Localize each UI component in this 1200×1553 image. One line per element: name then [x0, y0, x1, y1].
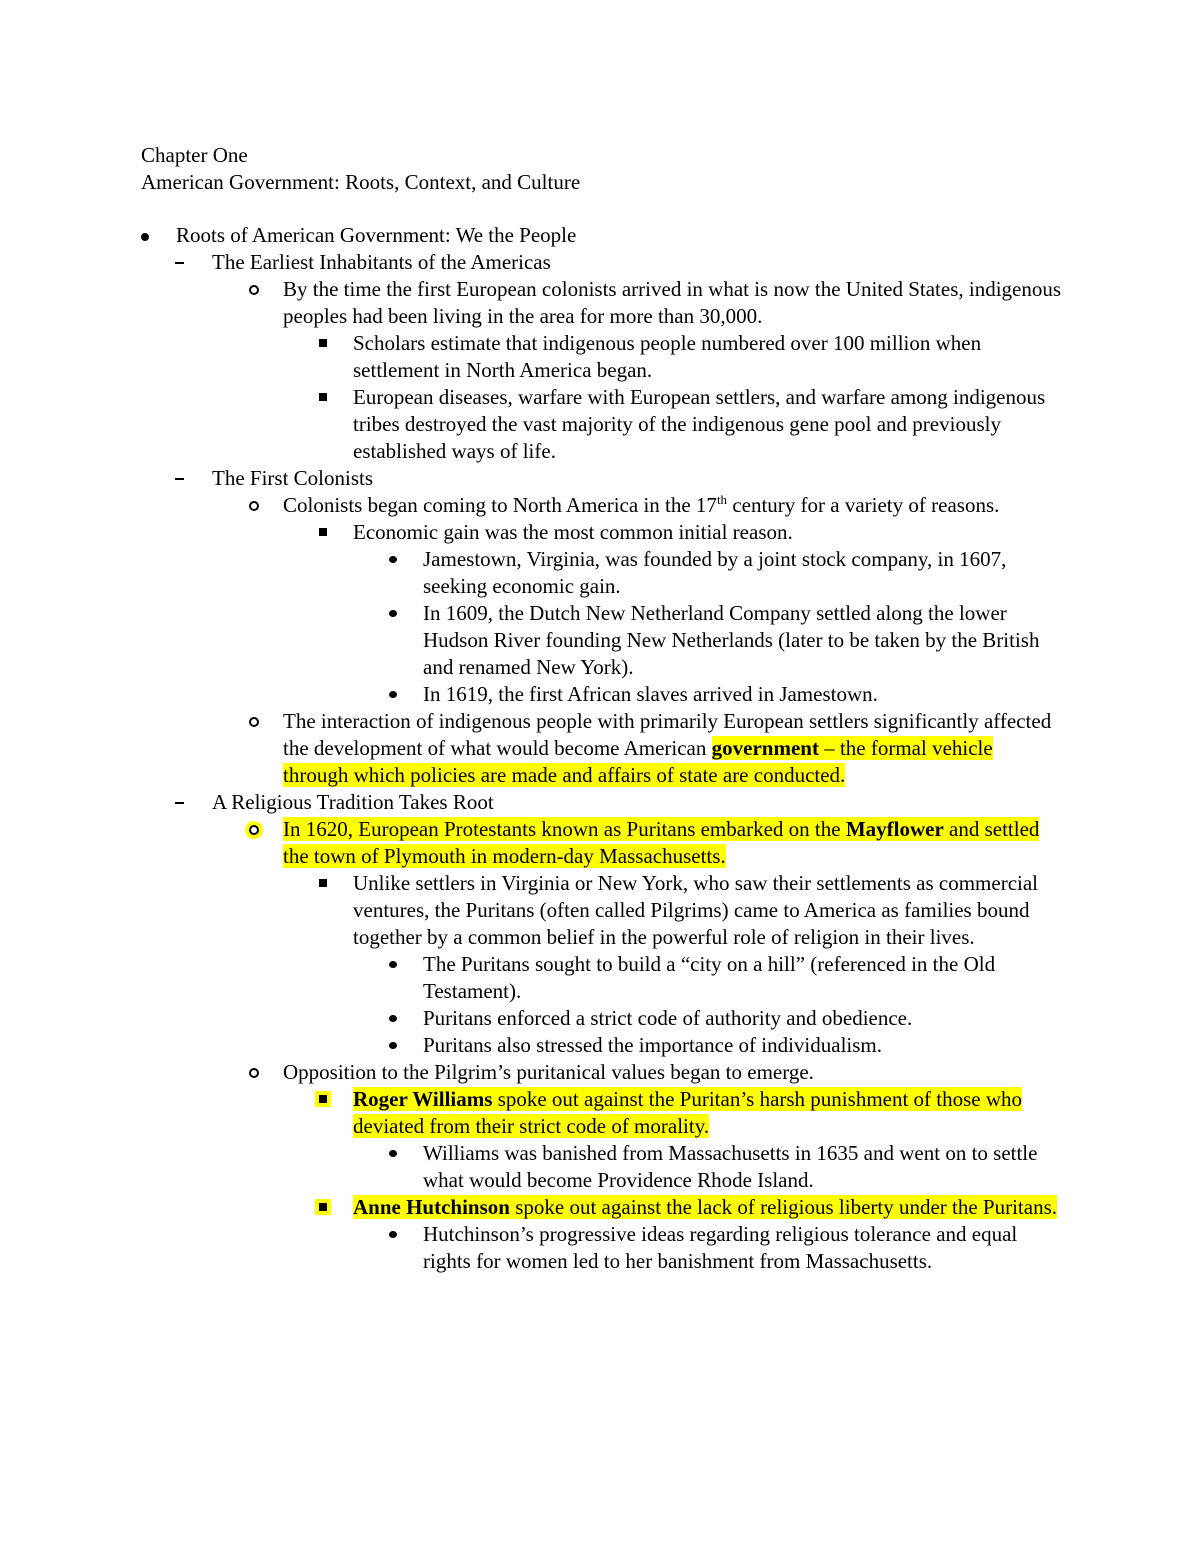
square-bullet-icon	[319, 879, 327, 887]
circle-bullet-icon	[249, 717, 259, 727]
text-run: Hutchinson’s progressive ideas regarding religious tolerance and equal rights for women led to her banishment from Massachusetts.	[423, 1222, 1018, 1273]
small-disc-bullet-icon	[389, 961, 397, 968]
outline-item-level-5	[423, 546, 1063, 600]
text-run: and settled the town of Plymouth in modern-day Massachusetts.	[283, 817, 1040, 868]
outline-item-level-2	[212, 465, 1062, 492]
outline-item-level-4	[353, 870, 1063, 951]
dash-marker-icon	[175, 262, 184, 264]
outline-item-level-1	[176, 222, 1056, 249]
text-run: Economic gain was the most common initial reason.	[353, 520, 793, 544]
small-disc-bullet-icon	[389, 1150, 397, 1157]
chapter-heading: Chapter One	[141, 143, 248, 167]
outline-item-text	[423, 1140, 1063, 1194]
outline-item-text	[423, 681, 1063, 708]
small-disc-bullet-icon	[389, 1231, 397, 1238]
outline-item-text	[423, 1005, 1063, 1032]
outline-item-text	[353, 1194, 1063, 1221]
chapter-subtitle: American Government: Roots, Context, and Culture	[141, 170, 581, 194]
notes-outline	[0, 222, 1200, 1275]
text-run: The Puritans sought to build a “city on a hill” (referenced in the Old Testament).	[423, 952, 996, 1003]
dash-marker-icon	[175, 478, 184, 480]
outline-item-text	[212, 789, 1062, 816]
outline-item-level-3	[283, 1059, 1063, 1086]
outline-item-level-5	[423, 681, 1063, 708]
text-run: spoke out against the lack of religious liberty under the Puritans.	[509, 1195, 1058, 1219]
square-bullet-icon	[319, 339, 327, 347]
text-run: The First Colonists	[212, 466, 374, 490]
outline-item-level-3	[283, 708, 1063, 789]
outline-item-text	[353, 870, 1063, 951]
square-bullet-icon	[319, 1095, 327, 1103]
text-run: By the time the first European colonists arrived in what is now the United States, indigenous peoples had been living in the area for more than 30,000.	[283, 277, 1062, 328]
square-bullet-icon	[319, 393, 327, 401]
square-bullet-icon	[319, 528, 327, 536]
outline-item-level-4	[353, 330, 1063, 384]
text-run: In 1619, the first African slaves arrived in Jamestown.	[423, 682, 878, 706]
text-run: The Earliest Inhabitants of the Americas	[212, 250, 551, 274]
text-run: Opposition to the Pilgrim’s puritanical values began to emerge.	[283, 1060, 814, 1084]
dash-marker-icon	[175, 802, 184, 804]
text-run: Roots of American Government: We the People	[176, 223, 577, 247]
outline-item-level-4	[353, 384, 1063, 465]
text-run: – the formal vehicle through which policies are made and affairs of state are conducted.	[283, 736, 993, 787]
square-bullet-icon	[319, 1203, 327, 1211]
text-run: A Religious Tradition Takes Root	[212, 790, 494, 814]
outline-item-level-5	[423, 1032, 1063, 1059]
outline-item-text	[423, 600, 1063, 681]
outline-item-text	[353, 1086, 1063, 1140]
text-run: Jamestown, Virginia, was founded by a joint stock company, in 1607, seeking economic gain.	[423, 547, 1007, 598]
key-term: government	[711, 736, 819, 760]
outline-item-text	[212, 249, 1062, 276]
text-run: th	[716, 492, 728, 507]
text-run: In 1620, European Protestants known as Puritans embarked on the	[283, 817, 846, 841]
circle-bullet-icon	[249, 1068, 259, 1078]
outline-item-text	[283, 1059, 1063, 1086]
small-disc-bullet-icon	[389, 1042, 397, 1049]
outline-item-text	[283, 708, 1063, 789]
title-block	[141, 142, 580, 196]
outline-item-level-4	[353, 1194, 1063, 1221]
text-run: spoke out against the Puritan’s harsh punishment of those who deviated from their strict code of morality.	[353, 1087, 1023, 1138]
outline-item-text	[283, 492, 1063, 519]
text-run: Scholars estimate that indigenous people numbered over 100 million when settlement in North America began.	[353, 331, 982, 382]
small-disc-bullet-icon	[389, 1015, 397, 1022]
outline-item-text	[283, 276, 1063, 330]
outline-item-level-4	[353, 519, 1063, 546]
text-run: Puritans also stressed the importance of individualism.	[423, 1033, 883, 1057]
outline-item-level-4	[353, 1086, 1063, 1140]
key-term: Roger Williams	[353, 1087, 493, 1111]
outline-item-text	[423, 951, 1063, 1005]
outline-item-text	[423, 546, 1063, 600]
outline-item-text	[353, 330, 1063, 384]
text-run: Williams was banished from Massachusetts in 1635 and went on to settle what would become Providence Rhode Island.	[423, 1141, 1038, 1192]
outline-item-level-5	[423, 1140, 1063, 1194]
outline-item-text	[423, 1032, 1063, 1059]
outline-item-level-3	[283, 492, 1063, 519]
outline-item-level-2	[212, 789, 1062, 816]
outline-item-level-5	[423, 1005, 1063, 1032]
outline-item-text	[353, 519, 1063, 546]
outline-item-level-5	[423, 1221, 1063, 1275]
text-run: In 1609, the Dutch New Netherland Company settled along the lower Hudson River founding New Netherlands (later to be taken by the British and renamed New York).	[423, 601, 1040, 679]
outline-item-level-3	[283, 276, 1063, 330]
text-run: Puritans enforced a strict code of authority and obedience.	[423, 1006, 913, 1030]
small-disc-bullet-icon	[389, 556, 397, 563]
key-term: Mayflower	[845, 817, 944, 841]
circle-bullet-icon	[249, 501, 259, 511]
circle-bullet-icon	[249, 825, 259, 835]
outline-item-text	[176, 222, 1056, 249]
outline-item-level-5	[423, 951, 1063, 1005]
text-run: Unlike settlers in Virginia or New York, who saw their settlements as commercial ventures, the Puritans (often called Pilgrims) came to America as families bound together by a common belief in the powerful role of religion in their lives.	[353, 871, 1039, 949]
outline-item-level-3	[283, 816, 1063, 870]
small-disc-bullet-icon	[389, 610, 397, 617]
circle-bullet-icon	[249, 285, 259, 295]
outline-item-text	[212, 465, 1062, 492]
text-run: century for a variety of reasons.	[727, 493, 1000, 517]
text-run: Colonists began coming to North America in the 17	[283, 493, 717, 517]
small-disc-bullet-icon	[389, 691, 397, 698]
outline-item-level-5	[423, 600, 1063, 681]
outline-item-level-2	[212, 249, 1062, 276]
text-run: European diseases, warfare with European settlers, and warfare among indigenous tribes destroyed the vast majority of the indigenous gene pool and previously established ways of life.	[353, 385, 1046, 463]
key-term: Anne Hutchinson	[353, 1195, 510, 1219]
bullet-disc-icon	[141, 233, 149, 241]
outline-item-text	[353, 384, 1063, 465]
outline-item-text	[283, 816, 1063, 870]
outline-item-text	[423, 1221, 1063, 1275]
text-run: The interaction of indigenous people with primarily European settlers significantly affected the development of what would become American	[283, 709, 1052, 760]
